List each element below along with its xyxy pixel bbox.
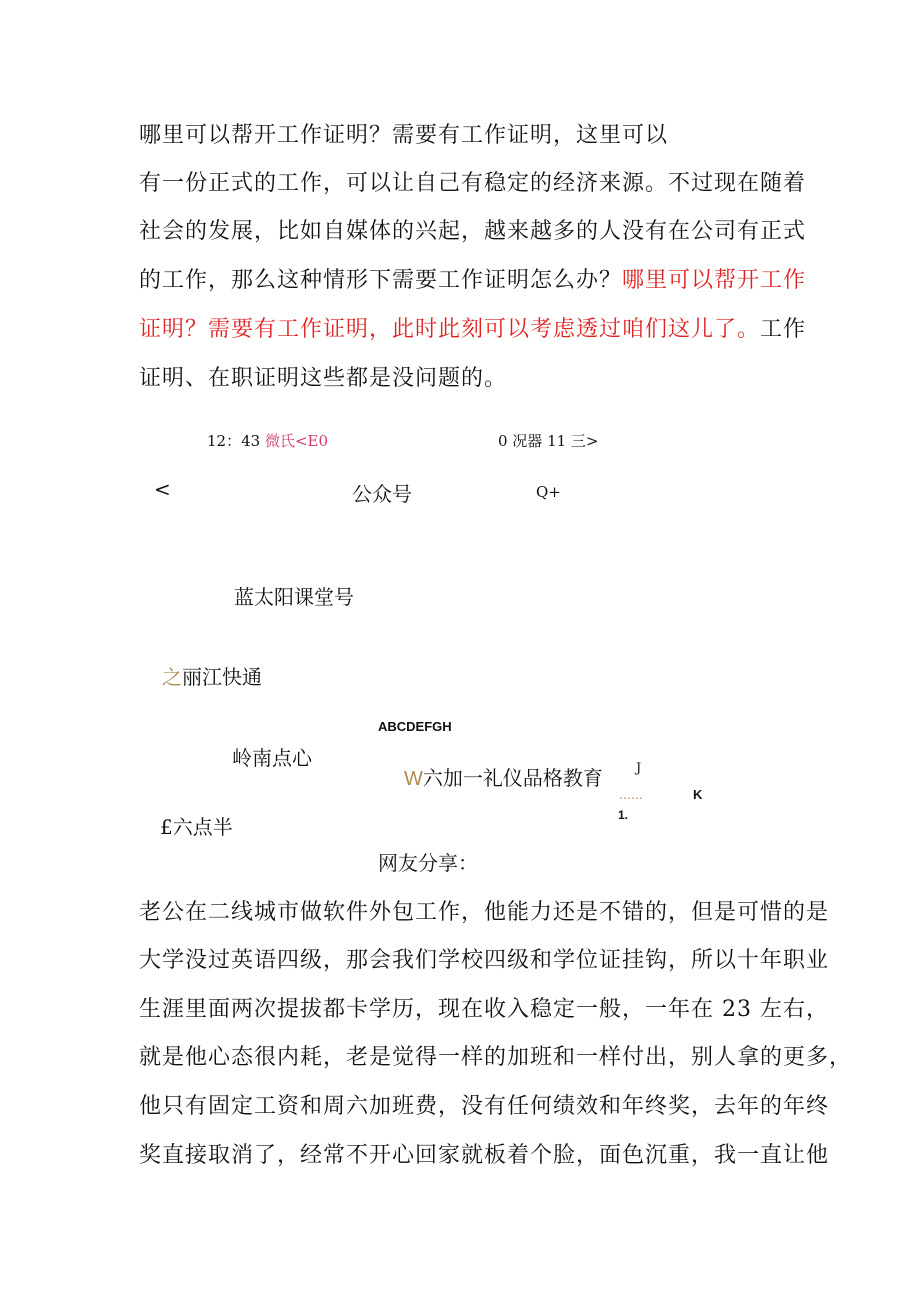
k-label: K: [693, 787, 703, 802]
nav-title: 公众号: [352, 482, 412, 506]
account-item-5[interactable]: £六点半: [160, 815, 233, 839]
intro-line-4-highlight: 哪里可以帮开工作: [622, 268, 807, 293]
back-arrow-icon[interactable]: <: [154, 477, 171, 501]
account-item-2-prefix: 之: [162, 665, 182, 689]
share-line-3: 生涯里面两次提拔都卡学历，现在收入稳定一般，一年在 23 左右，: [139, 997, 829, 1022]
search-add-icon[interactable]: Q+: [536, 483, 561, 501]
intro-line-3: 社会的发展，比如自媒体的兴起，越来越多的人没有在公司有正式: [139, 219, 807, 244]
share-line-5: 他只有固定工资和周六加班费，没有任何绩效和年终奖，去年的年终: [139, 1094, 830, 1119]
intro-line-4-text: 的工作，那么这种情形下需要工作证明怎么办？: [139, 268, 623, 293]
status-bar-right: 0 况器 11 三>: [498, 432, 599, 450]
account-item-4-suffix: J: [636, 761, 642, 776]
account-item-4[interactable]: [404, 762, 603, 791]
ellipsis-dots: ……: [619, 788, 643, 802]
account-item-2[interactable]: [162, 661, 262, 690]
share-line-1: 老公在二线城市做软件外包工作，他能力还是不错的，但是可惜的是: [139, 900, 830, 925]
account-item-2-label: 丽江快通: [182, 665, 262, 689]
number-label: 1.: [618, 808, 629, 822]
status-time: 12：43: [207, 432, 261, 450]
share-line-2: 大学没过英语四级，那会我们学校四级和学位证挂钩，所以十年职业: [139, 948, 830, 973]
account-item-1[interactable]: 蓝太阳课堂号: [234, 585, 354, 609]
intro-line-4: [139, 263, 806, 294]
intro-line-5: [139, 312, 806, 343]
intro-line-2: 有一份正式的工作，可以让自己有稳定的经济来源。不过现在随着: [139, 171, 807, 196]
share-heading: 网友分享：: [378, 851, 478, 875]
status-code: <E0: [294, 432, 329, 450]
share-line-6: 奖直接取消了，经常不开心回家就板着个脸，面色沉重，我一直让他: [139, 1143, 830, 1168]
status-bar-left: [207, 430, 328, 451]
intro-line-1: 哪里可以帮开工作证明？需要有工作证明，这里可以: [139, 123, 669, 148]
alphabet-index: ABCDEFGH: [378, 719, 452, 734]
status-app: 微氏: [264, 432, 295, 450]
intro-line-6: 证明、在职证明这些都是没问题的。: [139, 366, 508, 391]
account-item-3[interactable]: 岭南点心: [232, 746, 312, 770]
intro-line-5-text: 工作: [760, 317, 807, 342]
intro-line-5-highlight: 证明？需要有工作证明，此时此刻可以考虑透过咱们这儿了。: [139, 317, 761, 342]
share-line-4: 就是他心态很内耗，老是觉得一样的加班和一样付出，别人拿的更多，: [139, 1045, 853, 1070]
account-item-4-label: 六加一礼仪品格教育: [422, 766, 603, 790]
account-item-4-prefix: W: [404, 768, 423, 790]
